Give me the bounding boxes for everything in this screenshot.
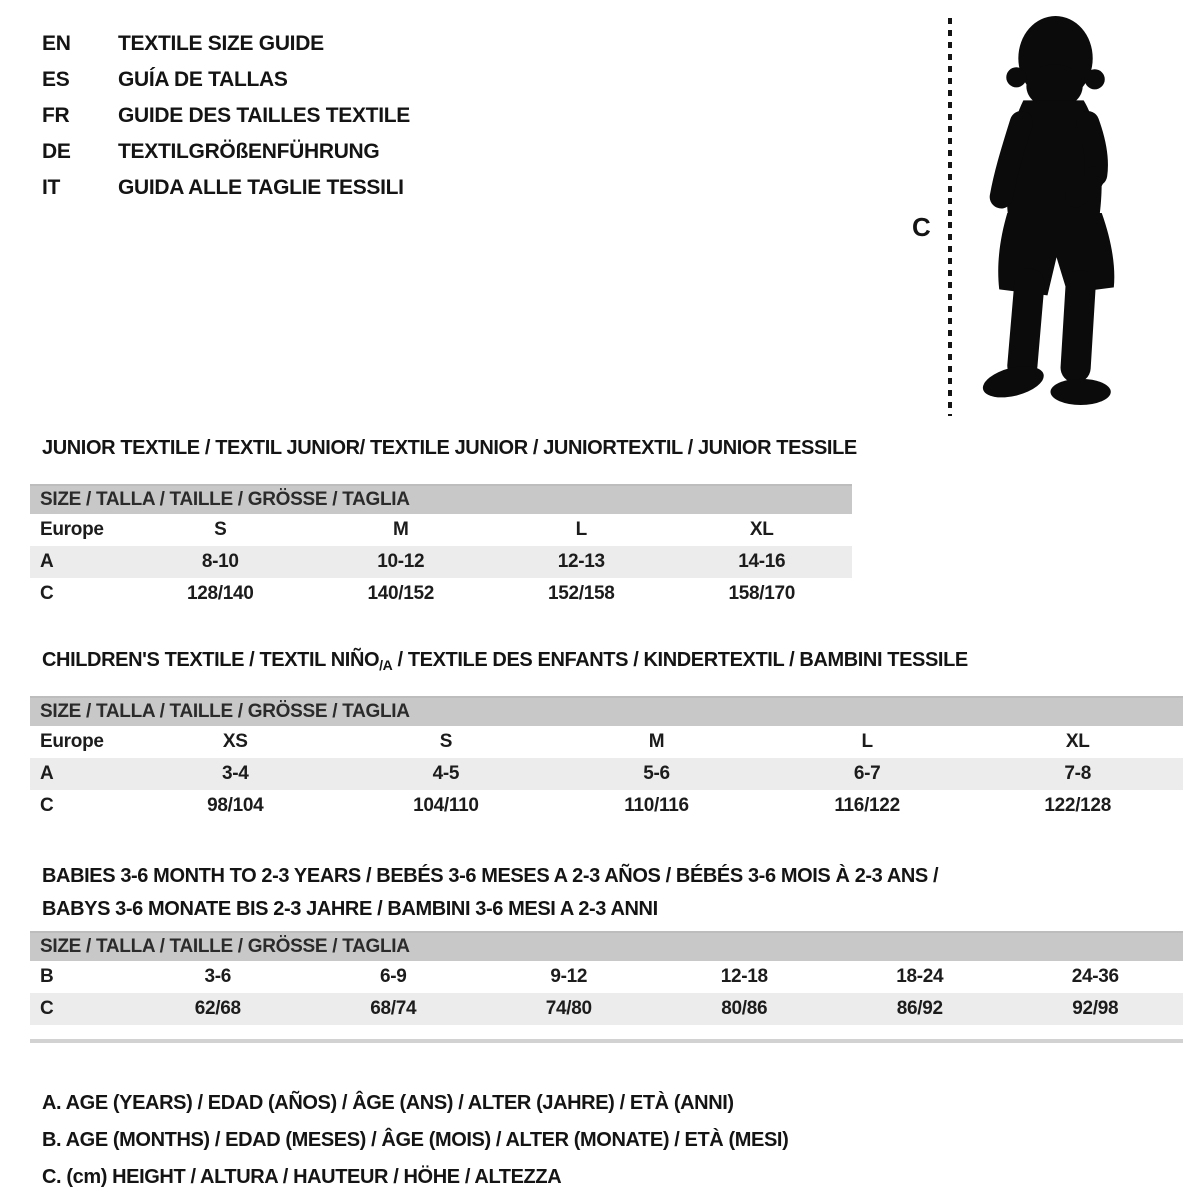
size-cell: XL [1065,731,1090,752]
babies-table-title [42,860,1183,926]
size-cell: 68/74 [370,998,417,1019]
size-cell: 152/158 [547,583,615,604]
table-row [30,961,1183,993]
title-text: JUNIOR TEXTILE / TEXTIL JUNIOR/ TEXTILE JUNIOR / JUNIORTEXTIL / JUNIOR TESSILE [42,437,857,459]
title-subscript: /A [379,657,393,673]
table-row [30,578,852,610]
row-label: C [40,795,54,816]
row-label: A [40,763,54,784]
language-row-en [42,32,410,68]
table-row [30,546,852,578]
size-cell: 86/92 [896,998,943,1019]
language-title-block [42,32,410,212]
legend-block [42,1085,1183,1196]
babies-table-rows [30,961,1183,1025]
row-label: Europe [40,731,104,752]
size-cell: 140/152 [367,583,435,604]
table-row [30,790,1183,822]
size-cell: 3-6 [204,966,232,987]
title-text: / TEXTILE DES ENFANTS / KINDERTEXTIL / BAMBINI TESSILE [392,649,968,671]
childrens-table-rows [30,726,1183,822]
size-cell: M [392,519,409,540]
toddler-silhouette-icon [962,14,1140,416]
size-cell: 3-4 [222,763,249,784]
size-cell: 128/140 [186,583,254,604]
table-row [30,726,1183,758]
size-header-bar: SIZE / TALLA / TAILLE / GRÖSSE / TAGLIA [30,696,1183,726]
size-cell: 12-13 [557,551,605,572]
childrens-textile-section [30,649,1183,822]
size-cell: 9-12 [550,966,588,987]
language-code: ES [42,68,70,91]
childrens-table-title [42,649,1183,676]
size-cell: 92/98 [1072,998,1119,1019]
size-cell: 12-18 [720,966,768,987]
language-title: GUÍA DE TALLAS [118,68,288,91]
size-tables [30,437,1183,1196]
language-code: IT [42,176,61,199]
size-cell: 24-36 [1071,966,1119,987]
legend-height-cm: C. (cm) HEIGHT / ALTURA / HAUTEUR / HÖHE / ALTEZZA [42,1166,562,1188]
row-label: C [40,583,54,604]
size-cell: 74/80 [545,998,592,1019]
size-cell: 62/68 [194,998,241,1019]
height-measure-label: C [912,212,931,242]
table-row [30,993,1183,1025]
row-label: C [40,998,54,1019]
language-row-es [42,68,410,104]
size-cell: 10-12 [377,551,425,572]
size-header-bar: SIZE / TALLA / TAILLE / GRÖSSE / TAGLIA [30,484,852,514]
size-cell: 8-10 [201,551,239,572]
size-cell: XL [749,519,774,540]
language-title: TEXTILGRÖßENFÜHRUNG [118,140,380,163]
junior-table-rows [30,514,852,610]
size-cell: 4-5 [432,763,460,784]
height-measure-dashed-line [948,18,952,416]
size-cell: 104/110 [413,795,479,816]
legend-age-years: A. AGE (YEARS) / EDAD (AÑOS) / ÂGE (ANS) / ALTER (JAHRE) / ETÀ (ANNI) [42,1092,734,1114]
table-row [30,514,852,546]
junior-textile-section [30,437,1183,610]
babies-textile-section [30,860,1183,1043]
size-cell: S [439,731,453,752]
language-row-de [42,140,410,176]
size-cell: 7-8 [1064,763,1091,784]
language-row-it [42,176,410,212]
row-label: A [40,551,54,572]
size-cell: 18-24 [896,966,944,987]
size-cell: 6-9 [379,966,407,987]
row-label: Europe [40,519,104,540]
language-title: GUIDA ALLE TAGLIE TESSILI [118,176,404,199]
row-label: B [40,966,54,987]
title-text: CHILDREN'S TEXTILE / TEXTIL NIÑO [42,649,380,671]
legend-age-months: B. AGE (MONTHS) / EDAD (MESES) / ÂGE (MOIS) / ALTER (MONATE) / ETÀ (MESI) [42,1129,789,1151]
language-code: DE [42,140,71,163]
size-cell: XS [222,731,248,752]
size-cell: 98/104 [207,795,264,816]
table-bottom-divider [30,1039,1183,1043]
size-cell: 6-7 [853,763,881,784]
language-row-fr [42,104,410,140]
title-line-1: BABIES 3-6 MONTH TO 2-3 YEARS / BEBÉS 3-6 MESES A 2-3 AÑOS / BÉBÉS 3-6 MOIS À 2-3 ANS / [42,865,939,887]
size-cell: M [648,731,665,752]
size-header-bar: SIZE / TALLA / TAILLE / GRÖSSE / TAGLIA [30,931,1183,961]
size-cell: 110/116 [624,795,689,816]
size-cell: 116/122 [834,795,900,816]
size-cell: S [214,519,227,540]
language-title: TEXTILE SIZE GUIDE [118,32,324,55]
junior-table-title [42,437,1183,464]
table-row [30,758,1183,790]
size-cell: 80/86 [721,998,768,1019]
language-title: GUIDE DES TAILLES TEXTILE [118,104,410,127]
language-code: EN [42,32,71,55]
size-cell: 14-16 [738,551,786,572]
title-line-2: BABYS 3-6 MONATE BIS 2-3 JAHRE / BAMBINI 3-6 MESI A 2-3 ANNI [42,898,658,920]
size-cell: 5-6 [643,763,670,784]
size-cell: 122/128 [1044,795,1111,816]
size-cell: 158/170 [728,583,796,604]
size-cell: L [861,731,873,752]
size-cell: L [575,519,587,540]
language-code: FR [42,104,70,127]
